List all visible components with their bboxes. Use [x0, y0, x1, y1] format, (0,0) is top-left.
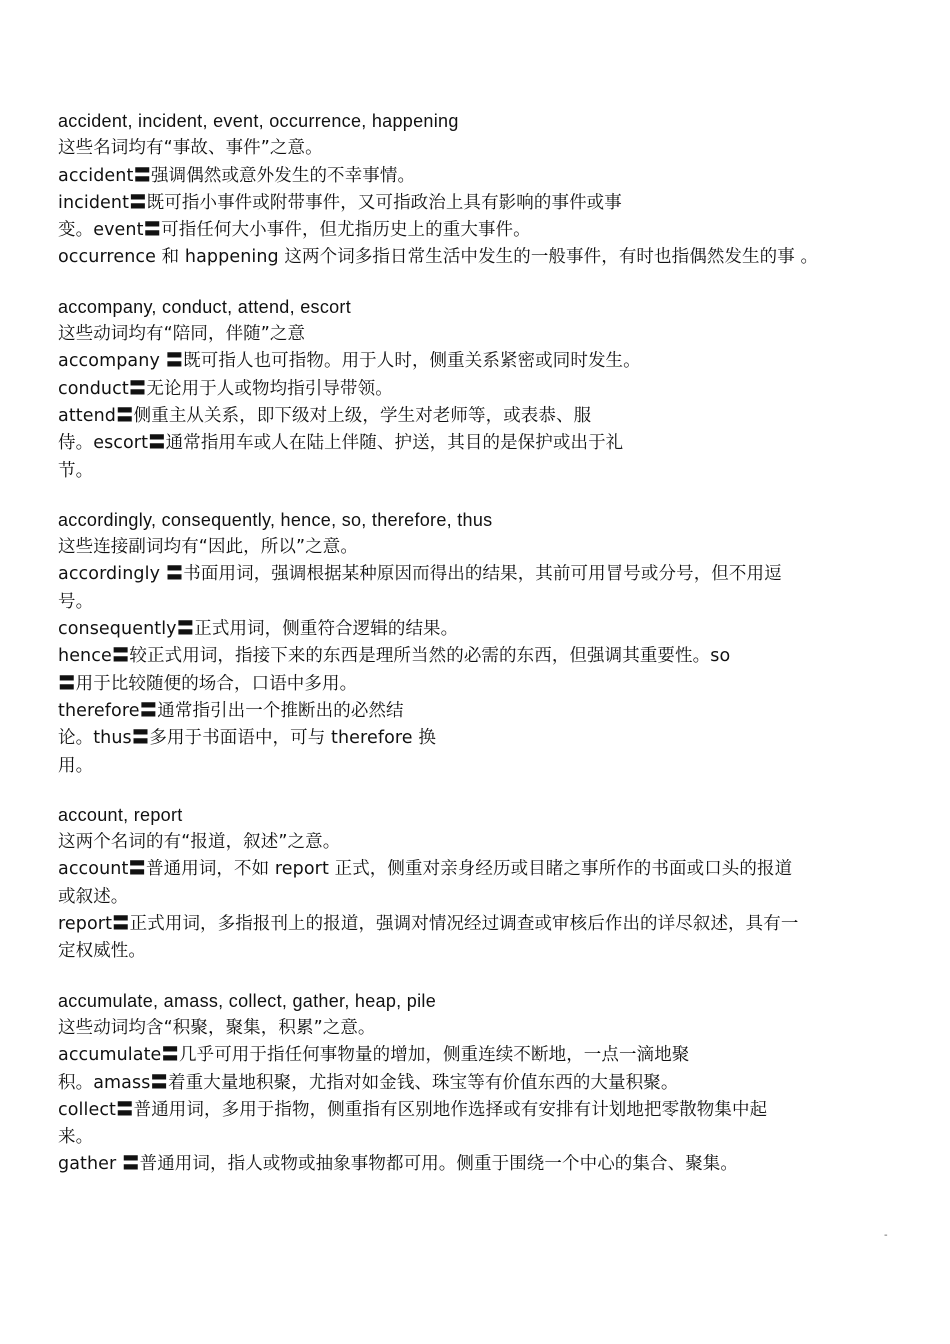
document-body — [58, 108, 898, 1201]
entry-line: 变。event〓可指任何大小事件，但尤指历史上的重大事件。 — [58, 220, 531, 241]
entry-line: 这些动词均含“积聚，聚集，积累”之意。 — [58, 1017, 376, 1038]
entry-line: 节。 — [58, 460, 94, 481]
entry-line: attend〓侧重主从关系，即下级对上级，学生对老师等，或表恭、服 — [58, 405, 592, 426]
entry-line: gather 〓普通用词，指人或物或抽象事物都可用。侧重于围绕一个中心的集合、聚集。 — [58, 1154, 739, 1175]
entry-line: collect〓普通用词，多用于指物，侧重指有区别地作选择或有安排有计划地把零散物集中起 — [58, 1099, 768, 1120]
entry-accident — [58, 108, 898, 272]
entry-line: 侍。escort〓通常指用车或人在陆上伴随、护送，其目的是保护或出于礼 — [58, 433, 624, 454]
entry-line: accumulate〓几乎可用于指任何事物量的增加，侧重连续不断地，一点一滴地聚 — [58, 1045, 690, 1066]
entry-line: accompany 〓既可指人也可指物。用于人时，侧重关系紧密或同时发生。 — [58, 351, 641, 372]
entry-line: 积。amass〓着重大量地积聚，尤指对如金钱、珠宝等有价值东西的大量积聚。 — [58, 1072, 679, 1093]
entry-line: occurrence 和 happening 这两个词多指日常生活中发生的一般事件，有时也指偶然发生的事 。 — [58, 247, 819, 268]
entry-heading: account, report — [58, 804, 183, 825]
entry-line: 这些动词均有“陪同，伴随”之意 — [58, 324, 306, 345]
entry-line: report〓正式用词，多指报刊上的报道，强调对情况经过调查或审核后作出的详尽叙述，具有一 — [58, 914, 799, 935]
entry-line: consequently〓正式用词，侧重符合逻辑的结果。 — [58, 619, 459, 640]
entry-line: therefore〓通常指引出一个推断出的必然结 — [58, 700, 404, 721]
entry-account — [58, 802, 898, 966]
entry-line: 论。thus〓多用于书面语中，可与 therefore 换 — [58, 728, 436, 749]
entry-line: conduct〓无论用于人或物均指引导带领。 — [58, 378, 393, 399]
entry-line: accident〓强调偶然或意外发生的不幸事情。 — [58, 165, 416, 186]
entry-line: accordingly 〓书面用词，强调根据某种原因而得出的结果，其前可用冒号或分号，但不用逗 — [58, 564, 782, 585]
entry-line: hence〓较正式用词，指接下来的东西是理所当然的必需的东西，但强调其重要性。so — [58, 646, 731, 667]
entry-line: 号。 — [58, 591, 94, 612]
entry-line: incident〓既可指小事件或附带事件，又可指政治上具有影响的事件或事 — [58, 192, 622, 213]
page-footer-mark: - — [884, 1230, 888, 1241]
entry-line: 这些连接副词均有“因此，所以”之意。 — [58, 537, 358, 558]
entry-line: 这些名词均有“事故、事件”之意。 — [58, 138, 323, 159]
entry-heading: accompany, conduct, attend, escort — [58, 296, 352, 317]
entry-line: 用。 — [58, 755, 94, 776]
entry-line: 定权威性。 — [58, 941, 146, 962]
entry-accumulate — [58, 988, 898, 1179]
entry-heading: accordingly, consequently, hence, so, therefore, thus — [58, 509, 493, 530]
entry-heading: accumulate, amass, collect, gather, heap, pile — [58, 990, 437, 1011]
entry-accordingly — [58, 507, 898, 780]
entry-line: account〓普通用词，不如 report 正式，侧重对亲身经历或目睹之事所作的书面或口头的报道 — [58, 859, 793, 880]
entry-line: 这两个名词的有“报道，叙述”之意。 — [58, 832, 341, 853]
entry-accompany — [58, 294, 898, 485]
entry-line: 〓用于比较随便的场合，口语中多用。 — [58, 673, 358, 694]
entry-heading: accident, incident, event, occurrence, happening — [58, 111, 459, 131]
entry-line: 来。 — [58, 1127, 94, 1148]
entry-line: 或叙述。 — [58, 886, 129, 907]
